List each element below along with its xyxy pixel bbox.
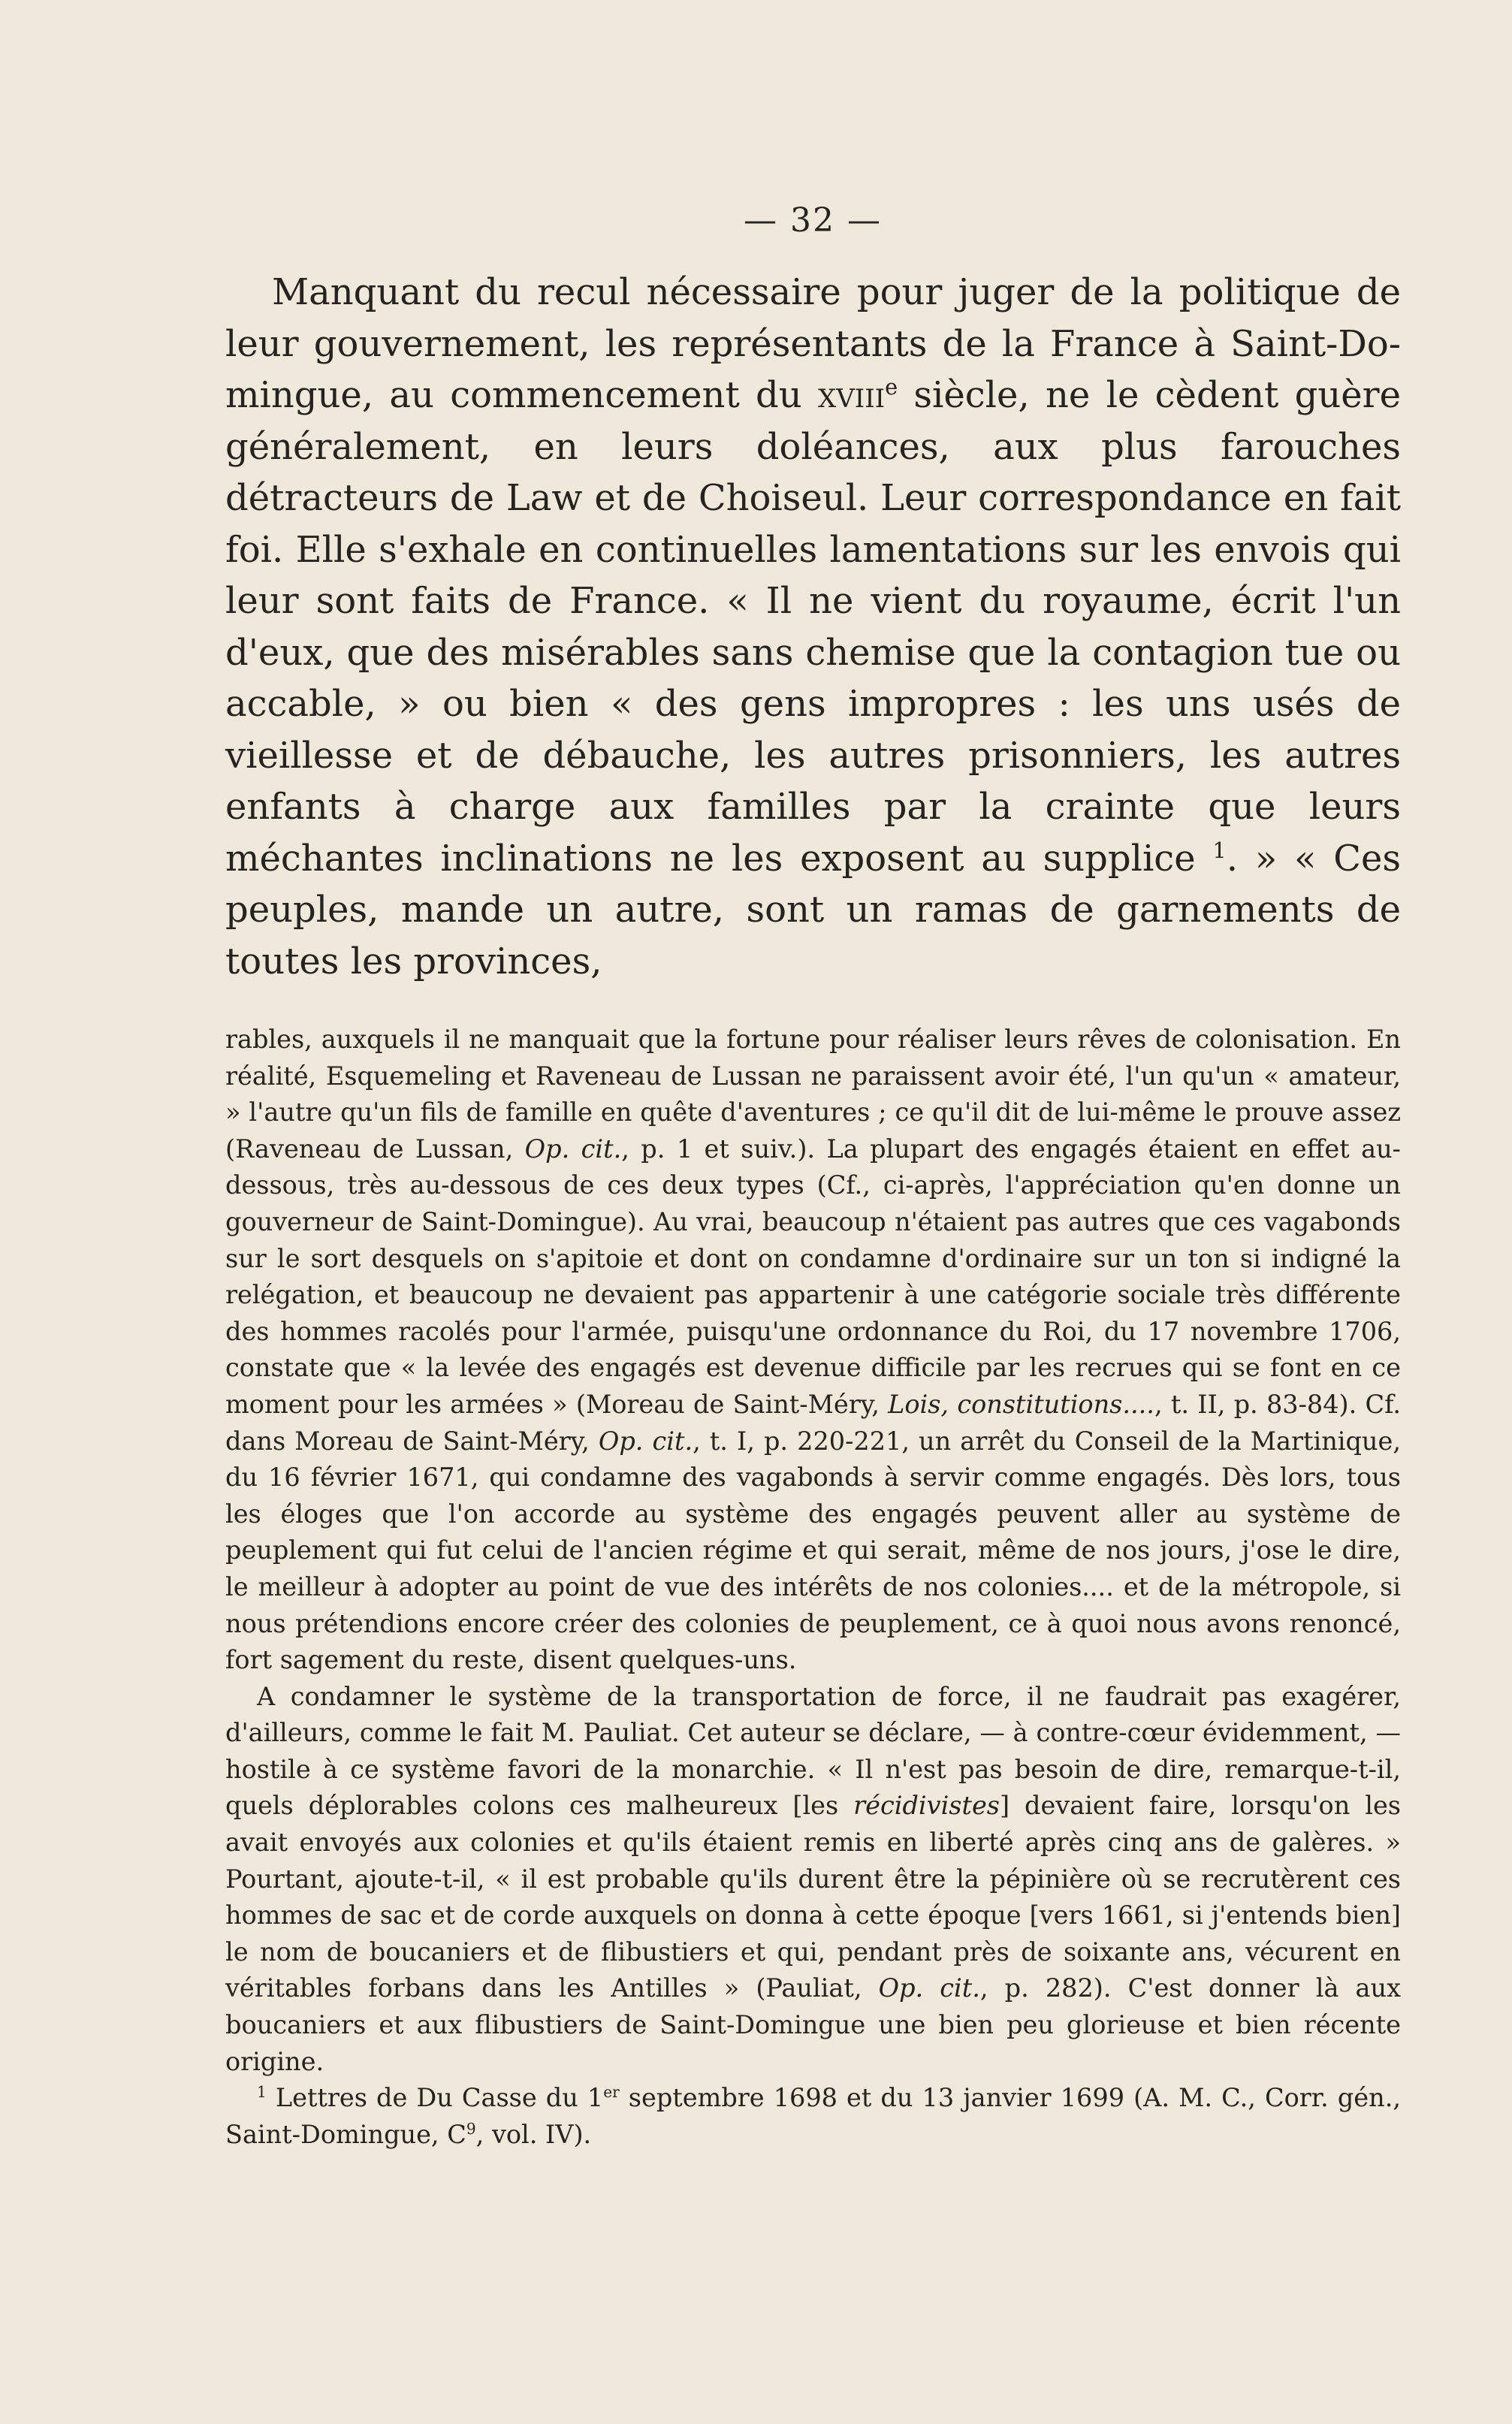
text-span: ] devaient faire, lorsqu'on les avait envoyés aux colonies et qu'ils étaient remis en liberté après cinq ans de galères. » Pourtant, ajoute-t-il, « il est probable qu'ils durent être la pépinière où se recrutèrent ces hommes de sac et de corde auxquels on donna à cette époque [vers 1661, si j'entends bien] le nom de boucaniers et de flibustiers et qui, pendant près de soixante ans, vécurent en véritables forbans dans les Antilles » (Pauliat, <box>225 1791 1401 2003</box>
text-span: , t. I, p. 220-221, un arrêt du Conseil de la Martinique, du 16 février 1671, qui condamne des vagabonds à servir comme engagés. Dès lors, tous les éloges que l'on accorde au système des engagés peuvent aller au système de peuplement qui fut celui de l'ancien régime et qui serait, même de nos jours, j'ose le dire, le meilleur à adopter au point de vue des intérêts de nos colonies.... et de la métropole, si nous prétendions encore créer des colonies de peuplement, ce à quoi nous avons renoncé, fort sagement du reste, disent quelques-uns. <box>225 1426 1401 1675</box>
footnote-marker: 1 <box>257 2083 267 2102</box>
note-continuation-paragraph <box>225 1022 1401 1679</box>
text-span: , t. II, p. 83-84). Cf. dans Moreau de Saint-Méry, <box>225 1389 1401 1456</box>
note-paragraph <box>225 1679 1401 2081</box>
citation-italic: Op. cit. <box>878 1973 980 2003</box>
text-span: . » « Ces peuples, mande un autre, sont un ramas de garnements de toutes les provinces, <box>225 837 1401 983</box>
text-span: A condamner le système de la transportation de force, il ne faudrait pas exagérer, d'ailleurs, comme le fait M. Pauliat. Cet auteur se déclare, — à contre-cœur évidemment, — hostile à ce système favori de la monarchie. « Il n'est pas besoin de dire, remarque-t-il, quels déplorables colons ces malheureux [les <box>225 1681 1401 1821</box>
footnote-1 <box>225 2080 1401 2153</box>
superscript: 9 <box>466 2119 476 2138</box>
superscript: e <box>885 374 898 400</box>
superscript: er <box>603 2083 620 2102</box>
footnotes-block <box>225 1022 1401 2153</box>
text-span: Lettres de Du Casse du 1 <box>266 2083 604 2113</box>
citation-italic: Op. cit. <box>524 1134 622 1164</box>
main-paragraph <box>225 267 1401 987</box>
text-span: , p. 1 et suiv.). La plupart des engagés étaient en effet au-dessous, très au-dessous de ces deux types (Cf., ci-après, l'appréciation qu'en donne un gouverneur de Saint-Domingue). Au vrai, beaucoup n'étaient pas autres que ces vagabonds sur le sort desquels on s'apitoie et dont on condamne d'ordinaire sur un ton si indigné la relégation, et beaucoup ne devaient pas appartenir à une catégorie sociale très différente des hommes racolés pour l'armée, puisqu'une ordonnance du Roi, du 17 novembre 1706, constate que « la levée des engagés est devenue difficile par les recrues qui se font en ce moment pour les armées » (Moreau de Saint-Méry, <box>225 1134 1401 1419</box>
text-span: , vol. IV). <box>475 2119 592 2149</box>
text-span: septembre 1698 et du 13 janvier 1699 (A. M. C., Corr. gén., Saint-Domingue, C <box>225 2083 1401 2149</box>
citation-italic: récidivistes <box>853 1791 1000 1821</box>
citation-italic: Op. cit. <box>598 1426 693 1456</box>
text-span: , p. 282). C'est donner là aux boucaniers et aux flibustiers de Saint-Domingue une bien peu glorieuse et bien récente origine. <box>225 1973 1401 2076</box>
text-span: rables, auxquels il ne manquait que la fortune pour réaliser leurs rêves de colonisation. En réalité, Esquemeling et Raveneau de Lussan ne paraissent avoir été, l'un qu'un « amateur, » l'autre qu'un fils de famille en quête d'aventures ; ce qu'il dit de lui-même le prouve assez (Raveneau de Lussan, <box>225 1025 1401 1164</box>
text-span: siècle, ne le cèdent guère généralement, en leurs doléances, aux plus farouches détracteurs de Law et de Choiseul. Leur correspondance en fait foi. Elle s'exhale en continuelles lamentations sur les envois qui leur sont faits de France. « Il ne vient du royaume, écrit l'un d'eux, que des misérables sans chemise que la contagion tue ou accable, » ou bien « des gens impropres : les uns usés de vieillesse et de débauche, les autres prisonniers, les autres enfants à charge aux familles par la crainte que leurs méchantes inclinations ne les exposent au supplice <box>225 374 1401 880</box>
text-span: Manquant du recul nécessaire pour juger de la politique de leur gouvernement, les représentants de la France à Saint-Domingue, au commencement du <box>225 271 1401 416</box>
century-numeral: xviii <box>818 374 886 416</box>
main-text <box>225 267 1401 987</box>
citation-italic: Lois, constitutions.... <box>888 1389 1154 1419</box>
footnote-reference: 1 <box>1212 837 1227 863</box>
page-number: — 32 — <box>744 201 882 240</box>
